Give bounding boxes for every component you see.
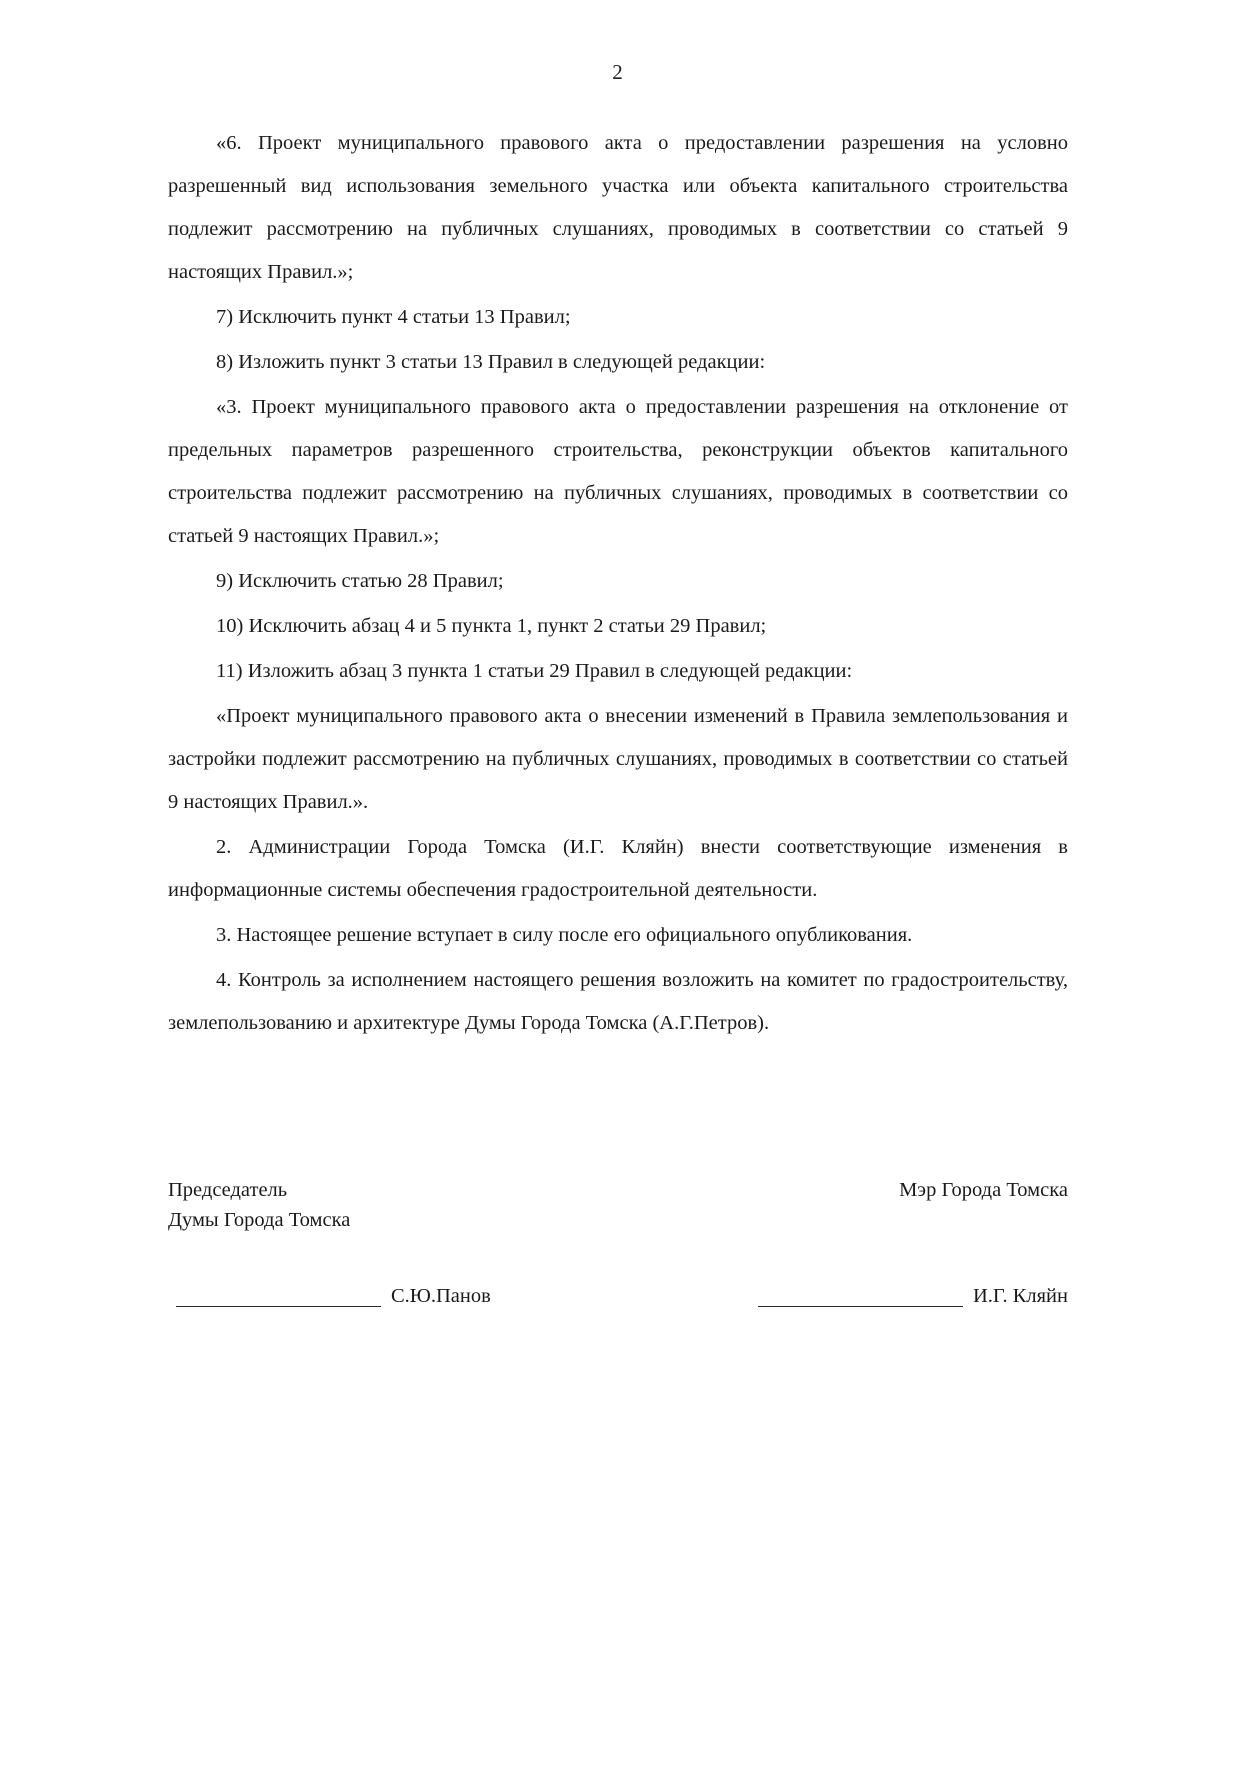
paragraph: 11) Изложить абзац 3 пункта 1 статьи 29 Правил в следующей редакции: (216, 660, 853, 682)
page-number: 2 (612, 60, 623, 84)
signature-lines (168, 1285, 1068, 1325)
paragraph: «3. Проект муниципального правового акта о предоставлении разрешения на отклонение от предельных параметров разрешенного строительства, реконструкции объектов капитального строительства подлежит рассмотрению на публичных слушаниях, проводимых в соответствии со статьей 9 настоящих Правил.»; (168, 396, 1068, 547)
document-body (168, 122, 1068, 1047)
paragraph: 8) Изложить пункт 3 статьи 13 Правил в следующей редакции: (216, 351, 766, 373)
paragraph: «6. Проект муниципального правового акта о предоставлении разрешения на условно разрешенный вид использования земельного участка или объекта капитального строительства подлежит рассмотрению на публичных слушаниях, проводимых в соответствии со статьей 9 настоящих Правил.»; (168, 132, 1068, 283)
mayor-name: И.Г. Кляйн (973, 1285, 1068, 1307)
chairman-name: С.Ю.Панов (391, 1285, 491, 1307)
mayor-title: Мэр Города Томска (899, 1179, 1068, 1201)
chairman-title-line1: Председатель (168, 1179, 288, 1201)
paragraph: 3. Настоящее решение вступает в силу после его официального опубликования. (216, 924, 913, 946)
signature-rule (176, 1286, 381, 1307)
signature-titles-row-2 (168, 1205, 1068, 1235)
paragraph: «Проект муниципального правового акта о внесении изменений в Правила землепользования и застройки подлежит рассмотрению на публичных слушаниях, проводимых в соответствии со статьей 9 настоящих Правил.». (168, 705, 1068, 813)
paragraph: 9) Исключить статью 28 Правил; (216, 570, 504, 592)
paragraph: 2. Администрации Города Томска (И.Г. Кляйн) внести соответствующие изменения в информационные системы обеспечения градостроительной деятельности. (168, 836, 1068, 901)
paragraph: 7) Исключить пункт 4 статьи 13 Правил; (216, 306, 571, 328)
mayor-signature-block (758, 1285, 1068, 1307)
signature-titles-row-1 (168, 1175, 1068, 1205)
chairman-signature-block (176, 1285, 491, 1307)
signature-section (168, 1175, 1068, 1235)
paragraph: 10) Исключить абзац 4 и 5 пункта 1, пункт 2 статьи 29 Правил; (216, 615, 767, 637)
chairman-title-line2: Думы Города Томска (168, 1209, 351, 1231)
paragraph: 4. Контроль за исполнением настоящего решения возложить на комитет по градостроительству, землепользованию и архитектуре Думы Города Томска (А.Г.Петров). (168, 969, 1068, 1034)
signature-rule (758, 1286, 963, 1307)
